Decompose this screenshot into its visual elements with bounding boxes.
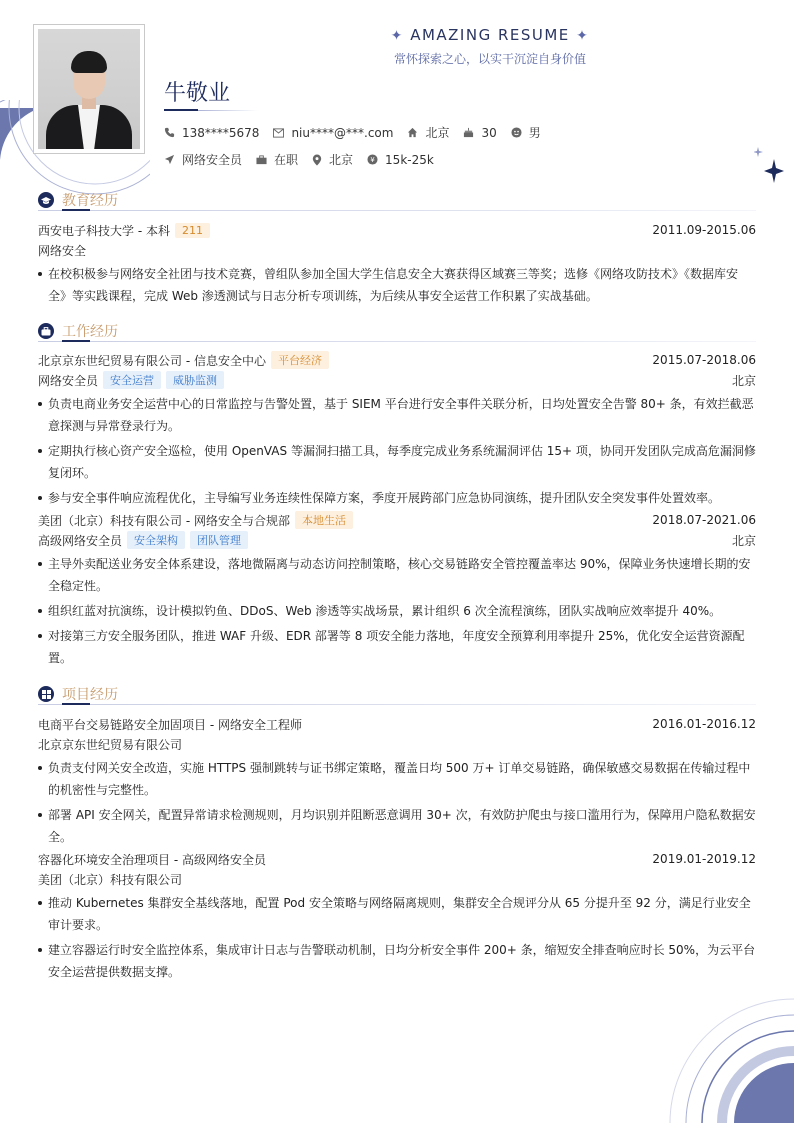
section-divider [38, 341, 756, 342]
education-entry [38, 220, 756, 307]
company-name: 美团（北京）科技有限公司 [38, 872, 183, 887]
home-item [407, 124, 449, 141]
list-item: 参与安全事件响应流程优化，主导编写业务连续性保障方案，季度开展跨部门应急协同演练，提升团队安全突发事件处置效率。 [38, 487, 756, 509]
banner-title [380, 26, 600, 44]
major: 网络安全 [38, 243, 87, 258]
location-text: 北京 [329, 153, 354, 167]
avatar [38, 29, 140, 149]
status-text: 在职 [274, 153, 299, 167]
entry-header [38, 714, 756, 734]
section-header [38, 682, 756, 706]
role: 高级网络安全员 [38, 533, 123, 548]
section-divider-accent [62, 703, 90, 705]
home-icon [407, 127, 418, 138]
list-item: 建立容器运行时安全监控体系，集成审计日志与告警联动机制，日均分析安全事件 200+ 条，缩短安全排查响应时长 50%，为云平台安全运营提供数据支撑。 [38, 939, 756, 983]
gender-text: 男 [528, 126, 541, 140]
salary-item [367, 153, 434, 167]
entry-header [38, 510, 756, 530]
name-underline [164, 109, 198, 111]
graduation-cap-icon [38, 192, 54, 208]
project-entry [38, 714, 756, 848]
bullet-list [38, 553, 756, 669]
company-name: 北京京东世纪贸易有限公司 - 信息安全中心 [38, 353, 266, 368]
company-row [38, 734, 756, 754]
phone-icon [164, 127, 175, 138]
work-entry [38, 350, 756, 509]
cake-icon [463, 127, 474, 138]
briefcase-icon [38, 323, 54, 339]
section-title: 工作经历 [62, 324, 118, 340]
project-name: 容器化环境安全治理项目 - 高级网络安全员 [38, 852, 266, 867]
gender-icon [511, 127, 522, 138]
work-entry [38, 510, 756, 669]
list-item: 部署 API 安全网关，配置异常请求检测规则，月均识别并阻断恶意调用 30+ 次，有效防护爬虫与接口滥用行为，保障用户隐私数据安全。 [38, 804, 756, 848]
city: 北京 [731, 373, 756, 388]
list-item: 负责电商业务安全运营中心的日常监控与告警处置，基于 SIEM 平台进行安全事件关联分析，日均处置安全告警 80+ 条，有效拦截恶意探测与异常登录行为。 [38, 393, 756, 437]
bullet-list [38, 393, 756, 509]
mail-icon [273, 128, 284, 138]
sparkle-decoration [754, 145, 784, 207]
home-text: 北京 [425, 126, 450, 140]
company-name: 美团（北京）科技有限公司 - 网络安全与合规部 [38, 513, 290, 528]
location-pin-icon [312, 154, 322, 166]
email-item [273, 126, 393, 140]
entry-date: 2016.01-2016.12 [652, 717, 756, 731]
project-name: 电商平台交易链路安全加固项目 - 网络安全工程师 [38, 717, 302, 732]
role-row [38, 370, 756, 390]
school-name: 西安电子科技大学 - 本科 [38, 223, 170, 238]
corner-arc-decoration [664, 993, 794, 1123]
age-text: 30 [481, 125, 497, 140]
major-row [38, 240, 756, 260]
sparkle-icon: ✦ [390, 28, 404, 44]
project-section [38, 682, 756, 986]
bullet-list [38, 263, 756, 307]
contact-row [164, 124, 555, 141]
banner-title-text: AMAZING RESUME [410, 26, 570, 44]
location-item [312, 151, 353, 168]
section-divider [38, 210, 756, 211]
list-item: 推动 Kubernetes 集群安全基线落地，配置 Pod 安全策略与网络隔离规则，集群安全合规评分从 65 分提升至 92 分，满足行业安全审计要求。 [38, 892, 756, 936]
banner-subtitle: 常怀探索之心，以实干沉淀自身价值 [393, 52, 586, 66]
company-row [38, 869, 756, 889]
candidate-name: 牛敬业 [164, 81, 231, 106]
section-title: 教育经历 [62, 193, 118, 209]
skill-tag: 威胁监测 [166, 371, 224, 389]
gender-item [511, 124, 541, 141]
job-item [164, 151, 242, 168]
list-item: 主导外卖配送业务安全体系建设，落地微隔离与动态访问控制策略，核心交易链路安全管控覆盖率达 90%，保障业务快速增长期的安全稳定性。 [38, 553, 756, 597]
school-tag: 211 [175, 223, 210, 238]
list-item: 在校积极参与网络安全社团与技术竞赛，曾组队参加全国大学生信息安全大赛获得区域赛三等奖；选修《网络攻防技术》《数据库安全》等实践课程，完成 Web 渗透测试与日志分析专项训练，为后续从事安全运营工作积累了实战基础。 [38, 263, 756, 307]
work-section [38, 319, 756, 672]
skill-tag: 团队管理 [190, 531, 248, 549]
phone-text: 138****5678 [182, 125, 260, 140]
section-header [38, 188, 756, 212]
job-text: 网络安全员 [182, 153, 243, 167]
skill-tag: 安全架构 [127, 531, 185, 549]
entry-date: 2015.07-2018.06 [652, 353, 756, 367]
entry-header [38, 220, 756, 240]
age-item [463, 126, 496, 140]
role: 网络安全员 [38, 373, 99, 388]
bullet-list [38, 757, 756, 848]
svg-text:¥: ¥ [370, 155, 375, 164]
list-item: 组织红蓝对抗演练，设计模拟钓鱼、DDoS、Web 渗透等实战场景，累计组织 6 次全流程演练，团队实战响应效率提升 40%。 [38, 600, 756, 622]
industry-tag: 平台经济 [271, 351, 329, 369]
role-row [38, 530, 756, 550]
status-item [256, 151, 298, 168]
salary-text: 15k-25k [385, 152, 434, 167]
money-icon [367, 154, 378, 165]
industry-tag: 本地生活 [295, 511, 353, 529]
entry-date: 2018.07-2021.06 [652, 513, 756, 527]
entry-date: 2019.01-2019.12 [652, 852, 756, 866]
entry-header [38, 350, 756, 370]
city: 北京 [731, 533, 756, 548]
profile-photo [33, 24, 145, 154]
entry-header [38, 849, 756, 869]
skill-tag: 安全运营 [103, 371, 161, 389]
resume-banner [380, 26, 600, 67]
section-divider [38, 704, 756, 705]
briefcase-icon [256, 155, 267, 165]
list-item: 负责支付网关安全改造，实施 HTTPS 强制跳转与证书绑定策略，覆盖日均 500 万+ 订单交易链路，确保敏感交易数据在传输过程中的机密性与完整性。 [38, 757, 756, 801]
sparkle-icon: ✦ [576, 28, 590, 44]
send-icon [164, 154, 175, 165]
email-text: niu****@***.com [291, 125, 394, 140]
section-header [38, 319, 756, 343]
grid-icon [38, 686, 54, 702]
section-divider-accent [62, 340, 90, 342]
project-entry [38, 849, 756, 983]
education-section [38, 188, 756, 310]
company-name: 北京京东世纪贸易有限公司 [38, 737, 183, 752]
section-title: 项目经历 [62, 687, 118, 703]
name-underline-fade [198, 110, 258, 111]
bullet-list [38, 892, 756, 983]
list-item: 对接第三方安全服务团队，推进 WAF 升级、EDR 部署等 8 项安全能力落地，年度安全预算利用率提升 25%，优化安全运营资源配置。 [38, 625, 756, 669]
section-divider-accent [62, 209, 90, 211]
phone-item [164, 126, 259, 140]
job-intent-row [164, 151, 448, 168]
list-item: 定期执行核心资产安全巡检，使用 OpenVAS 等漏洞扫描工具，每季度完成业务系统漏洞评估 15+ 项，协同开发团队完成高危漏洞修复闭环。 [38, 440, 756, 484]
entry-date: 2011.09-2015.06 [652, 223, 756, 237]
